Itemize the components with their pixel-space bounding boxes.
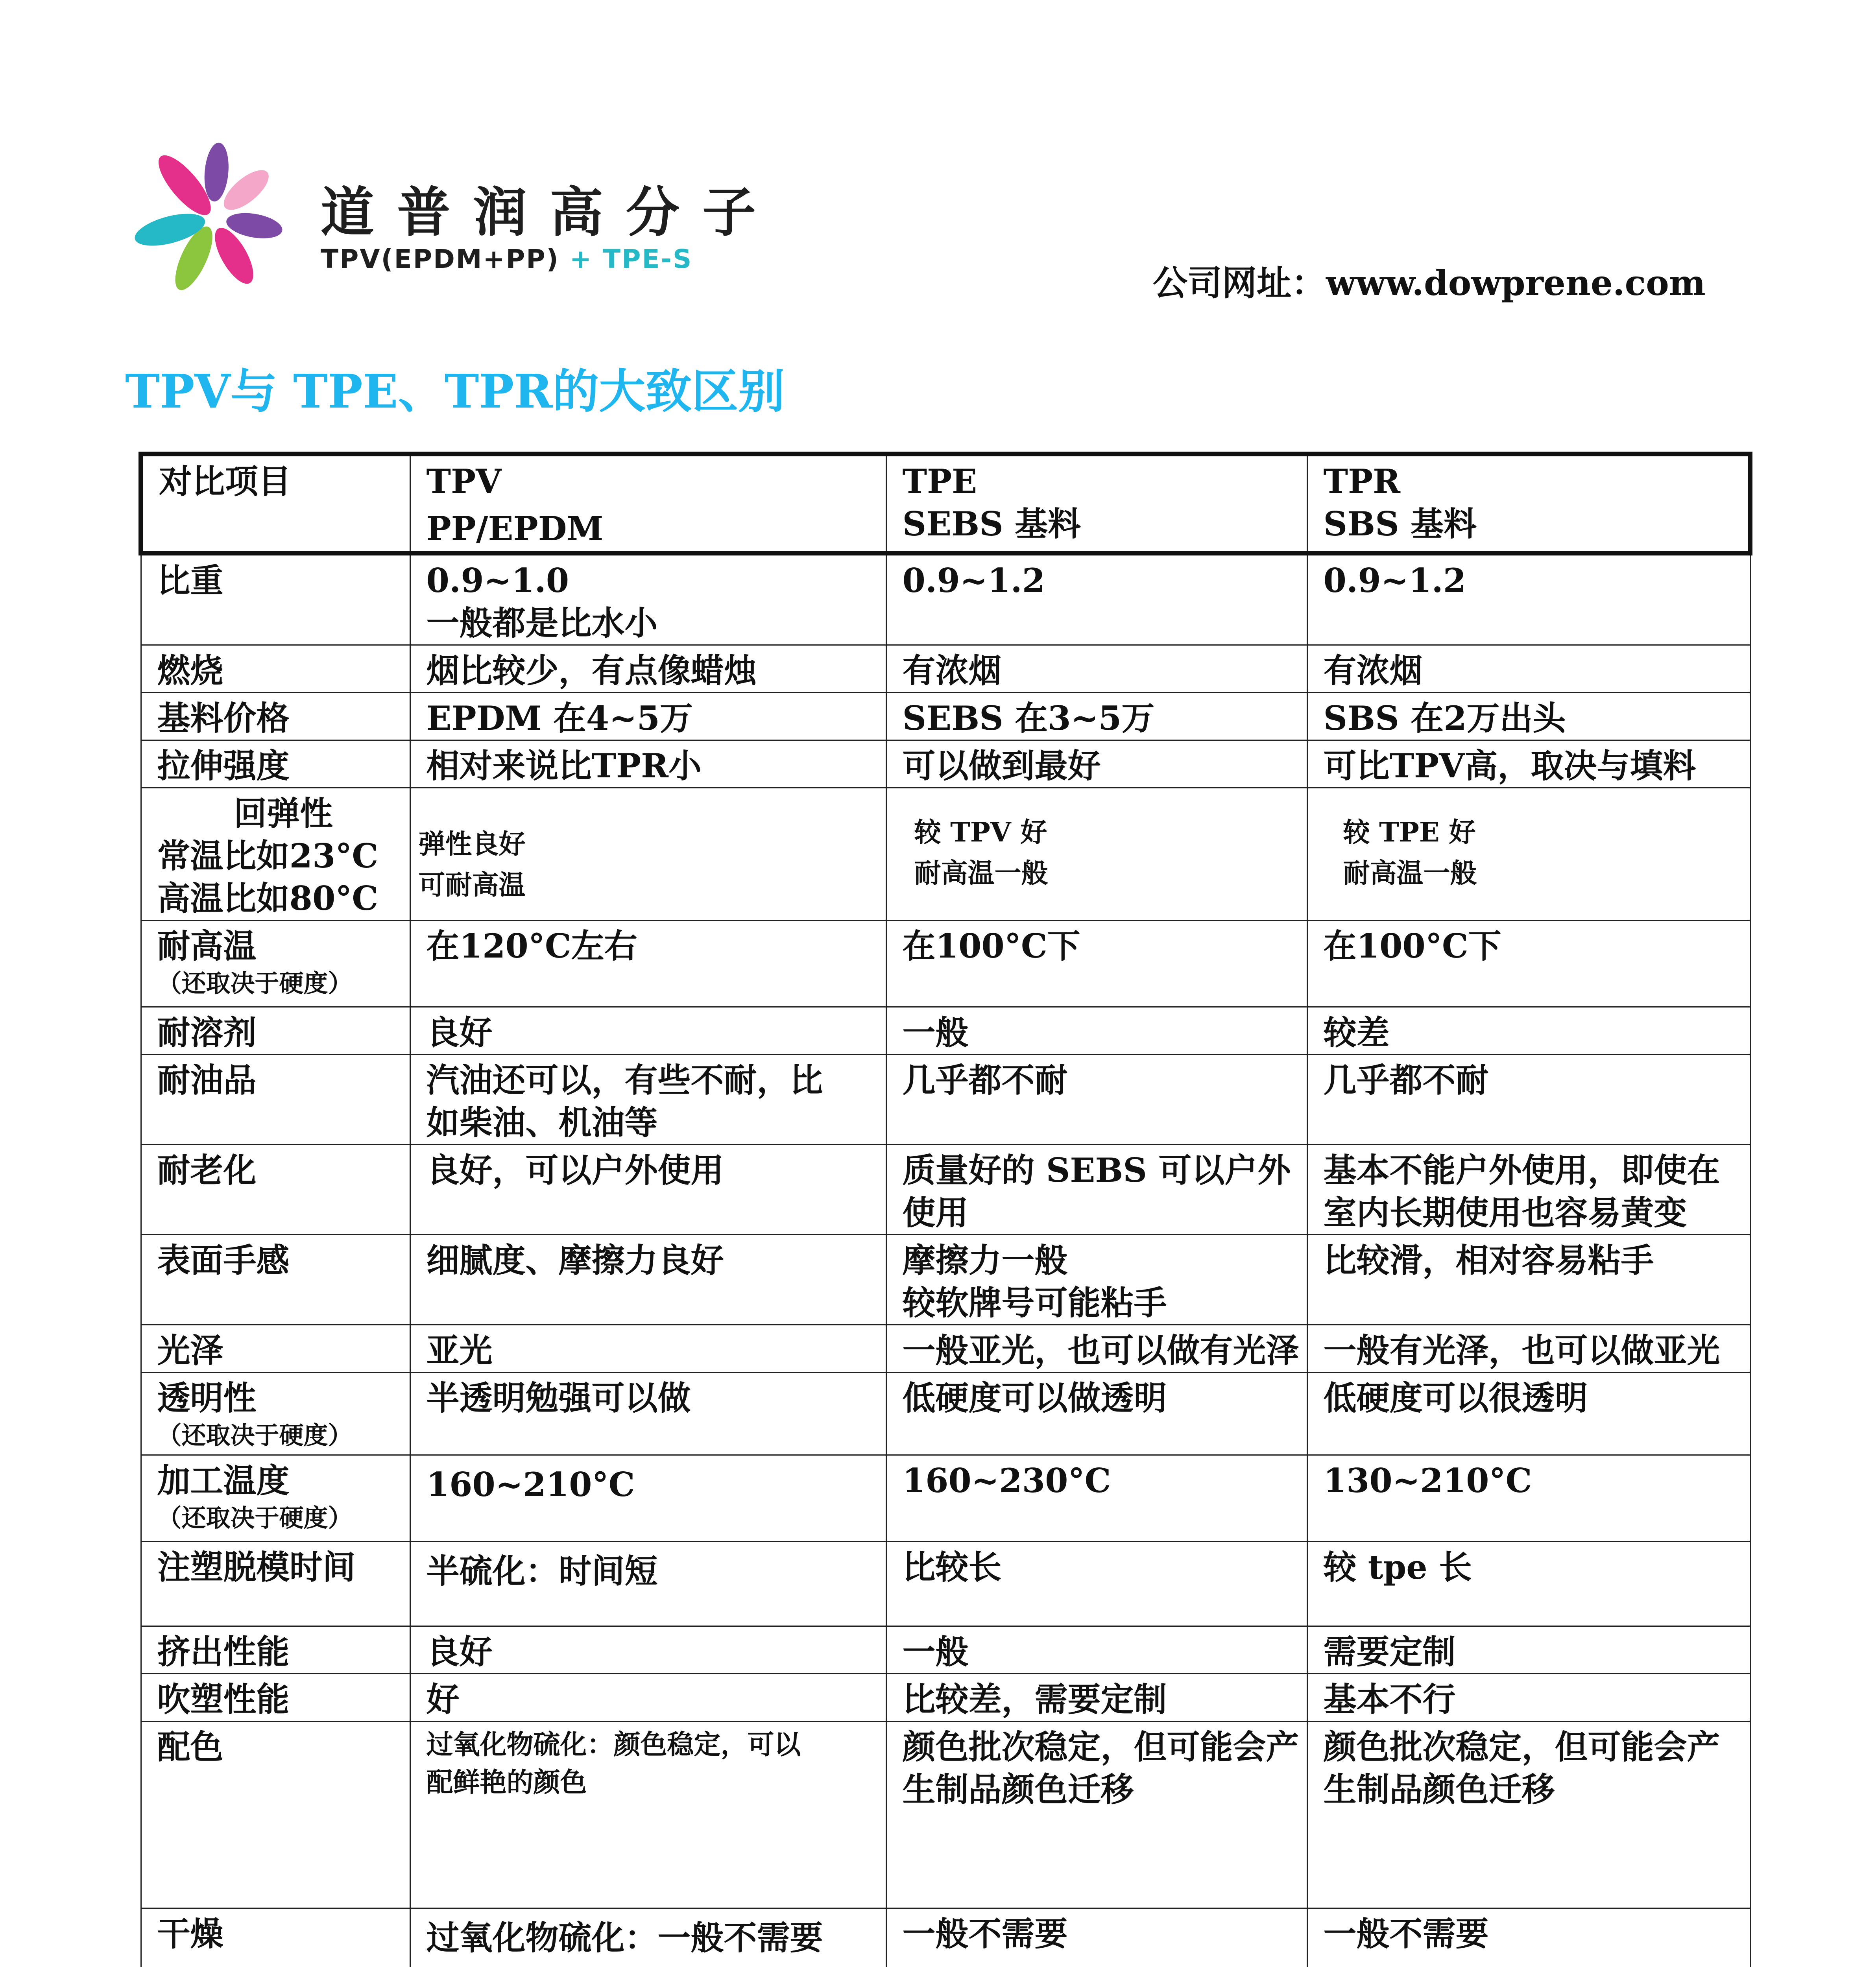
logo-tagline-plus: + bbox=[569, 244, 593, 274]
header-tpe: TPE bbox=[902, 462, 977, 501]
cell-tpe: SEBS 在3~5万 bbox=[886, 693, 1307, 740]
cell-text: 配鲜艳的颜色 bbox=[426, 1767, 587, 1798]
header-cell bbox=[410, 454, 886, 553]
cell-tpe: 在100°C下 bbox=[886, 921, 1307, 1007]
row-label: 注塑脱模时间 bbox=[141, 1542, 410, 1626]
cell-tpv bbox=[410, 1055, 886, 1145]
cell-tpe: 一般不需要 bbox=[886, 1908, 1307, 1967]
cell-tpe: 一般 bbox=[886, 1626, 1307, 1674]
cell-text: 基本不能户外使用，即使在 bbox=[1323, 1151, 1720, 1190]
row-label: 吹塑性能 bbox=[141, 1674, 410, 1722]
cell-tpv: 良好，可以户外使用 bbox=[410, 1145, 886, 1235]
cell-text: 弹性良好 bbox=[418, 829, 526, 860]
cell-tpe: 比较差，需要定制 bbox=[886, 1674, 1307, 1722]
cell-tpe: 一般亚光，也可以做有光泽 bbox=[886, 1325, 1307, 1373]
table-row bbox=[141, 1455, 1750, 1542]
cell-text: 0.9~1.0 bbox=[426, 561, 569, 600]
cell-text: 使用 bbox=[902, 1193, 969, 1232]
row-label-note: （还取决于硬度） bbox=[157, 969, 353, 998]
header-cell bbox=[141, 454, 410, 553]
cell-tpr: 在100°C下 bbox=[1307, 921, 1750, 1007]
cell-tpr: 一般有光泽，也可以做亚光 bbox=[1307, 1325, 1750, 1373]
cell-tpr: 比较滑，相对容易粘手 bbox=[1307, 1235, 1750, 1325]
cell-tpr: 130~210°C bbox=[1307, 1455, 1750, 1542]
row-label-line: 常温比如23°C bbox=[157, 836, 379, 875]
cell-tpr: 较 tpe 长 bbox=[1307, 1542, 1750, 1626]
row-label-line: 回弹性 bbox=[233, 794, 333, 833]
table-row bbox=[141, 1626, 1750, 1674]
cell-tpv: EPDM 在4~5万 bbox=[410, 693, 886, 740]
cell-tpv: 相对来说比TPR小 bbox=[410, 740, 886, 788]
row-label bbox=[141, 788, 410, 921]
row-label: 表面手感 bbox=[141, 1235, 410, 1325]
row-label-line: 加工温度 bbox=[157, 1461, 290, 1500]
cell-tpr: 需要定制 bbox=[1307, 1626, 1750, 1674]
table-row bbox=[141, 1235, 1750, 1325]
cell-tpe: 几乎都不耐 bbox=[886, 1055, 1307, 1145]
cell-tpv bbox=[410, 788, 886, 921]
table-row bbox=[141, 1722, 1750, 1908]
header-tpe-base: SEBS 基料 bbox=[902, 504, 1081, 543]
cell-tpv: 好 bbox=[410, 1674, 886, 1722]
row-label: 燃烧 bbox=[141, 645, 410, 693]
table-header-row bbox=[141, 454, 1750, 553]
cell-text: 较软牌号可能粘手 bbox=[902, 1283, 1167, 1322]
header-item: 对比项目 bbox=[159, 462, 292, 501]
cell-tpv: 良好 bbox=[410, 1007, 886, 1055]
table-row bbox=[141, 1908, 1750, 1967]
cell-text: 室内长期使用也容易黄变 bbox=[1323, 1193, 1687, 1232]
row-label: 干燥 bbox=[141, 1908, 410, 1967]
cell-tpe: 比较长 bbox=[886, 1542, 1307, 1626]
table-row bbox=[141, 1542, 1750, 1626]
row-label-line: 透明性 bbox=[157, 1378, 257, 1417]
row-label bbox=[141, 921, 410, 1007]
row-label bbox=[141, 1455, 410, 1542]
cell-tpr bbox=[1307, 1722, 1750, 1908]
cell-tpe: 低硬度可以做透明 bbox=[886, 1373, 1307, 1455]
row-label: 光泽 bbox=[141, 1325, 410, 1373]
cell-tpv bbox=[410, 1722, 886, 1908]
row-label: 配色 bbox=[141, 1722, 410, 1908]
table-row bbox=[141, 1145, 1750, 1235]
table-row bbox=[141, 693, 1750, 740]
cell-tpv: 160~210°C bbox=[410, 1455, 886, 1542]
cell-text: 汽油还可以，有些不耐，比 bbox=[426, 1061, 823, 1100]
cell-tpe: 一般 bbox=[886, 1007, 1307, 1055]
table-row bbox=[141, 1373, 1750, 1455]
logo-tagline bbox=[321, 244, 692, 274]
cell-tpr: 几乎都不耐 bbox=[1307, 1055, 1750, 1145]
cell-text: 耐高温一般 bbox=[1343, 858, 1477, 889]
row-label: 比重 bbox=[141, 553, 410, 645]
cell-tpe: 可以做到最好 bbox=[886, 740, 1307, 788]
table-row bbox=[141, 1674, 1750, 1722]
cell-tpr: SBS 在2万出头 bbox=[1307, 693, 1750, 740]
cell-tpr bbox=[1307, 788, 1750, 921]
table-row bbox=[141, 645, 1750, 693]
cell-tpr: 低硬度可以很透明 bbox=[1307, 1373, 1750, 1455]
cell-text: 较 TPE 好 bbox=[1343, 817, 1476, 848]
row-label: 耐油品 bbox=[141, 1055, 410, 1145]
cell-tpr bbox=[1307, 1145, 1750, 1235]
cell-tpe bbox=[886, 1235, 1307, 1325]
row-label-note: （还取决于硬度） bbox=[157, 1504, 353, 1532]
cell-tpr: 一般不需要 bbox=[1307, 1908, 1750, 1967]
table-row bbox=[141, 1055, 1750, 1145]
cell-text: 耐高温一般 bbox=[914, 858, 1048, 889]
cell-tpv: 过氧化物硫化：一般不需要 bbox=[410, 1908, 886, 1967]
cell-text: 可耐高温 bbox=[418, 869, 526, 901]
row-label-line: 高温比如80°C bbox=[157, 879, 379, 918]
cell-text: 摩擦力一般 bbox=[902, 1241, 1068, 1280]
header-tpv-base: PP/EPDM bbox=[426, 509, 604, 548]
cell-tpr: 基本不行 bbox=[1307, 1674, 1750, 1722]
row-label: 基料价格 bbox=[141, 693, 410, 740]
cell-tpv bbox=[410, 553, 886, 645]
cell-tpr: 0.9~1.2 bbox=[1307, 553, 1750, 645]
cell-text: 一般都是比水小 bbox=[426, 603, 658, 642]
row-label-note: （还取决于硬度） bbox=[157, 1421, 353, 1450]
cell-tpe: 有浓烟 bbox=[886, 645, 1307, 693]
header-tpr-base: SBS 基料 bbox=[1323, 504, 1477, 543]
cell-tpv: 良好 bbox=[410, 1626, 886, 1674]
header-cell bbox=[886, 454, 1307, 553]
cell-text: 如柴油、机油等 bbox=[426, 1103, 658, 1142]
row-label: 挤出性能 bbox=[141, 1626, 410, 1674]
cell-tpv: 在120°C左右 bbox=[410, 921, 886, 1007]
cell-text: 过氧化物硫化：颜色稳定，可以 bbox=[426, 1729, 801, 1760]
cell-text: 质量好的 SEBS 可以户外 bbox=[902, 1151, 1291, 1190]
table-row bbox=[141, 553, 1750, 645]
cell-tpr: 有浓烟 bbox=[1307, 645, 1750, 693]
cell-tpe bbox=[886, 1722, 1307, 1908]
table-row bbox=[141, 788, 1750, 921]
cell-tpr: 较差 bbox=[1307, 1007, 1750, 1055]
header-cell bbox=[1307, 454, 1750, 553]
cell-tpv: 细腻度、摩擦力良好 bbox=[410, 1235, 886, 1325]
row-label: 耐老化 bbox=[141, 1145, 410, 1235]
row-label: 耐溶剂 bbox=[141, 1007, 410, 1055]
header-tpv: TPV bbox=[426, 462, 502, 501]
row-label bbox=[141, 1373, 410, 1455]
cell-tpv: 半透明勉强可以做 bbox=[410, 1373, 886, 1455]
cell-tpe: 160~230°C bbox=[886, 1455, 1307, 1542]
cell-tpv: 烟比较少，有点像蜡烛 bbox=[410, 645, 886, 693]
logo-tagline-alt: TPE-S bbox=[603, 244, 693, 274]
header-tpr: TPR bbox=[1323, 462, 1400, 501]
cell-tpe bbox=[886, 788, 1307, 921]
page-title: TPV与 TPE、TPR的大致区别 bbox=[125, 364, 785, 419]
table-row bbox=[141, 1007, 1750, 1055]
company-website: 公司网址：www.dowprene.com bbox=[1153, 262, 1706, 303]
table-row bbox=[141, 1325, 1750, 1373]
table-row bbox=[141, 921, 1750, 1007]
row-label: 拉伸强度 bbox=[141, 740, 410, 788]
cell-tpr: 可比TPV高，取决与填料 bbox=[1307, 740, 1750, 788]
flower-logo-icon bbox=[130, 136, 287, 293]
company-name: 道普润高分子 bbox=[321, 181, 779, 244]
cell-tpv: 亚光 bbox=[410, 1325, 886, 1373]
row-label-line: 耐高温 bbox=[157, 926, 257, 965]
cell-text: 生制品颜色迁移 bbox=[902, 1770, 1134, 1809]
cell-tpe bbox=[886, 1145, 1307, 1235]
cell-tpe: 0.9~1.2 bbox=[886, 553, 1307, 645]
cell-text: 颜色批次稳定，但可能会产 bbox=[902, 1727, 1299, 1766]
comparison-table bbox=[138, 452, 1752, 1967]
cell-text: 颜色批次稳定，但可能会产 bbox=[1323, 1727, 1720, 1766]
cell-text: 生制品颜色迁移 bbox=[1323, 1770, 1555, 1809]
table-row bbox=[141, 740, 1750, 788]
cell-tpv: 半硫化：时间短 bbox=[410, 1542, 886, 1626]
logo-tagline-main: TPV(EPDM+PP) bbox=[321, 244, 559, 274]
cell-text: 较 TPV 好 bbox=[914, 817, 1047, 848]
